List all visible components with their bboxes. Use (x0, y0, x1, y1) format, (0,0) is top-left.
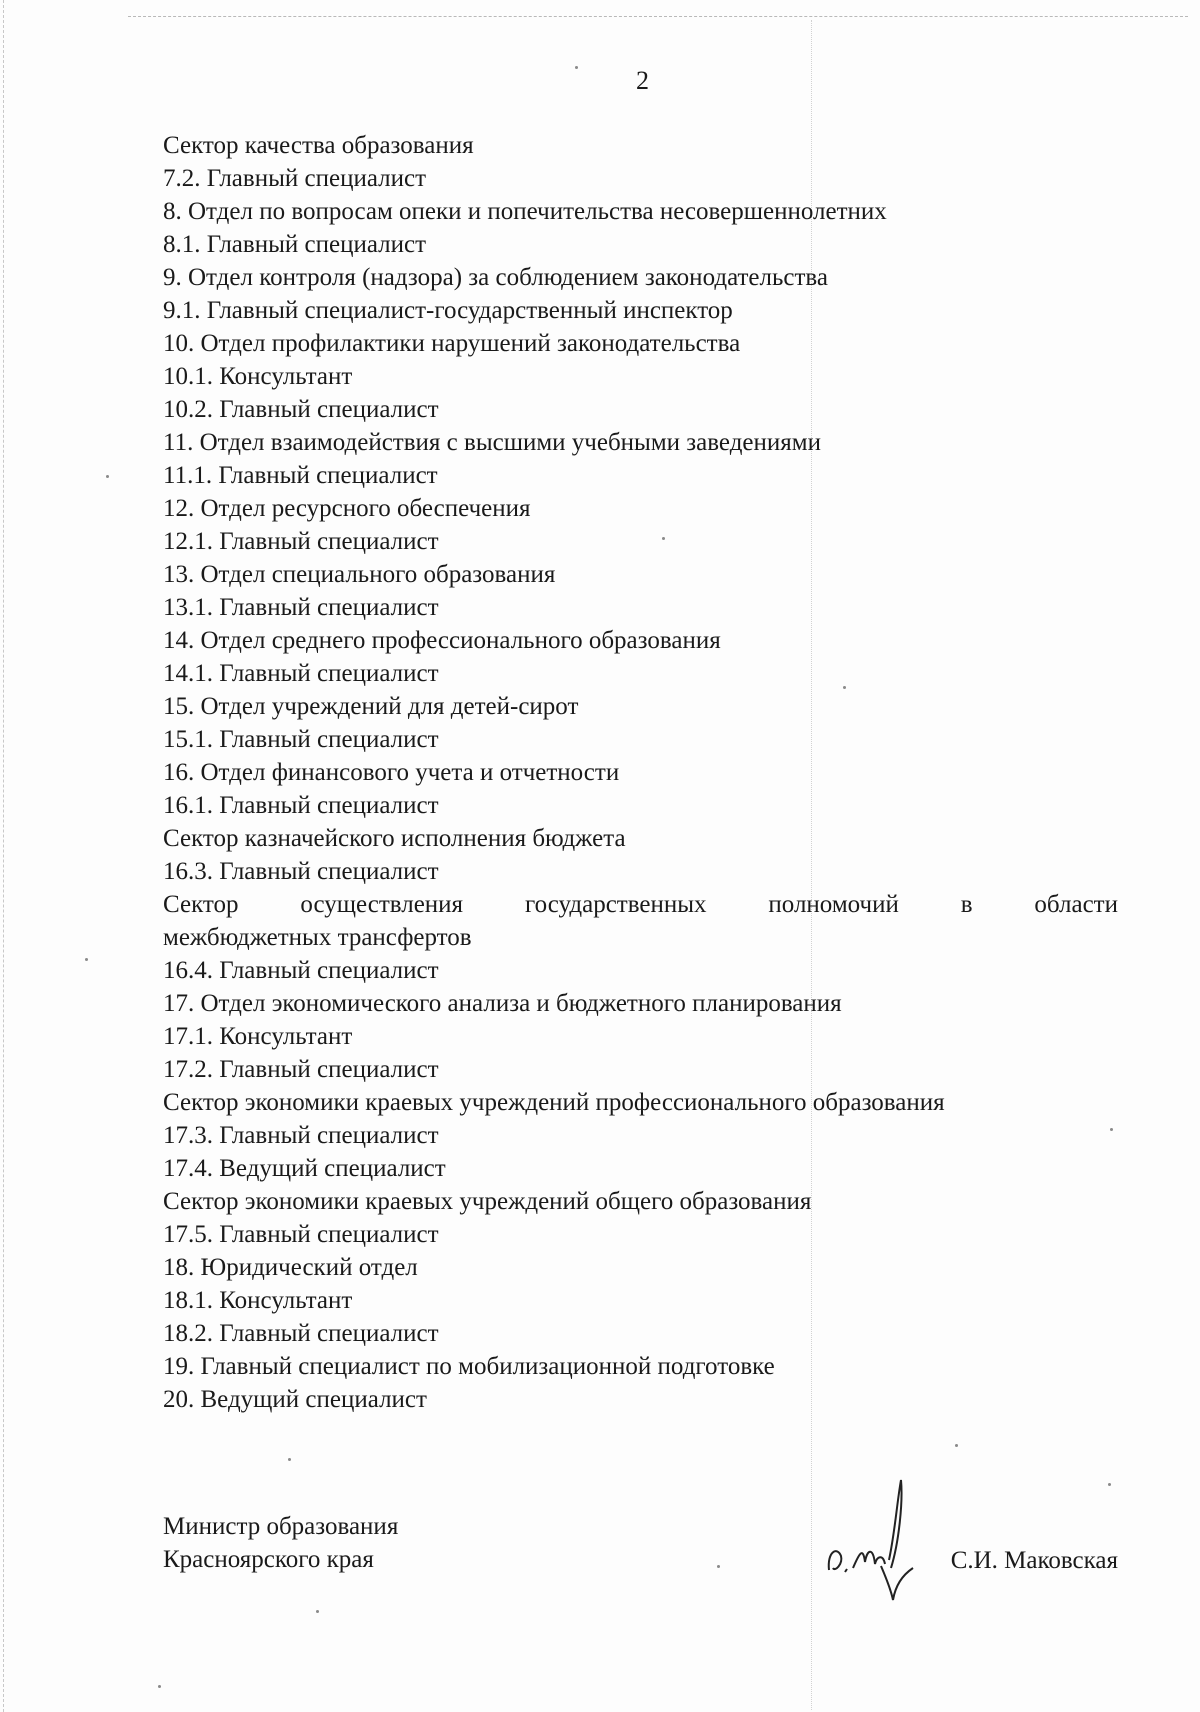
staff-list-item: 17.1. Консультант (163, 1023, 353, 1050)
staff-list-item: 17.3. Главный специалист (163, 1122, 439, 1149)
page-number: 2 (636, 66, 649, 95)
staff-list-item: 18. Юридический отдел (163, 1254, 418, 1281)
scan-speck (85, 958, 88, 961)
scan-left-edge (3, 0, 4, 1712)
staff-items-top (163, 129, 1118, 888)
sector-transfers-line1 (163, 888, 1118, 921)
staff-list-item: 15. Отдел учреждений для детей-сирот (163, 693, 579, 720)
staff-list-item: 12.1. Главный специалист (163, 528, 439, 555)
staff-list-item: 9. Отдел контроля (надзора) за соблюдением законодательства (163, 264, 829, 291)
staff-list-item: 20. Ведущий специалист (163, 1386, 427, 1413)
staff-list-item: Сектор экономики краевых учреждений профессионального образования (163, 1089, 945, 1116)
sector-transfers-word: Сектор (163, 891, 239, 918)
staff-list-item: 16.3. Главный специалист (163, 858, 439, 885)
staff-list-item: 14.1. Главный специалист (163, 660, 439, 687)
staff-list-item: 10.1. Консультант (163, 363, 353, 390)
staff-items-bottom (163, 954, 1118, 1416)
staff-list-item: Сектор качества образования (163, 132, 474, 159)
staff-list-item: 15.1. Главный специалист (163, 726, 439, 753)
signatory-title-line1: Министр образования (163, 1513, 399, 1540)
staff-list-item: 17.2. Главный специалист (163, 1056, 439, 1083)
staff-list-item: 18.2. Главный специалист (163, 1320, 439, 1347)
staff-list-item: 10. Отдел профилактики нарушений законодательства (163, 330, 741, 357)
sector-transfers-line2: межбюджетных трансфертов (163, 924, 472, 951)
staff-list-item: 13. Отдел специального образования (163, 561, 556, 588)
scan-speck (158, 1685, 161, 1688)
scan-speck (1108, 1483, 1111, 1486)
staff-list-item: 10.2. Главный специалист (163, 396, 439, 423)
handwritten-signature (823, 1472, 923, 1602)
staff-list-item: 11. Отдел взаимодействия с высшими учебными заведениями (163, 429, 821, 456)
sector-transfers-word: осуществления (300, 891, 464, 918)
staff-list-item: 17.4. Ведущий специалист (163, 1155, 446, 1182)
staff-list-item: 14. Отдел среднего профессионального образования (163, 627, 721, 654)
staff-list-item: 19. Главный специалист по мобилизационной подготовке (163, 1353, 775, 1380)
staff-list (163, 129, 1118, 1416)
sector-transfers-entry (163, 888, 1118, 954)
staff-list-item: 11.1. Главный специалист (163, 462, 438, 489)
staff-list-item: 13.1. Главный специалист (163, 594, 439, 621)
staff-list-item: 8.1. Главный специалист (163, 231, 427, 258)
staff-list-item: 7.2. Главный специалист (163, 165, 427, 192)
signature-block (163, 1510, 1118, 1630)
scan-speck (288, 1458, 291, 1461)
staff-list-item: Сектор экономики краевых учреждений общего образования (163, 1188, 812, 1215)
sector-transfers-word: полномочий (768, 891, 899, 918)
staff-list-item: 8. Отдел по вопросам опеки и попечительства несовершеннолетних (163, 198, 887, 225)
scan-speck (955, 1444, 958, 1447)
sector-transfers-word: области (1034, 891, 1118, 918)
sector-transfers-word: в (960, 891, 973, 918)
staff-list-item: 18.1. Консультант (163, 1287, 353, 1314)
staff-list-item: 16. Отдел финансового учета и отчетности (163, 759, 620, 786)
staff-list-item: 12. Отдел ресурсного обеспечения (163, 495, 531, 522)
signatory-title-line2: Красноярского края (163, 1546, 374, 1573)
sector-transfers-word: государственных (524, 891, 707, 918)
scan-edge-line (128, 16, 1188, 17)
staff-list-item: Сектор казначейского исполнения бюджета (163, 825, 626, 852)
staff-list-item: 17.5. Главный специалист (163, 1221, 439, 1248)
staff-list-item: 17. Отдел экономического анализа и бюджетного планирования (163, 990, 842, 1017)
staff-list-item: 16.4. Главный специалист (163, 957, 439, 984)
signatory-name: С.И. Маковская (950, 1547, 1118, 1574)
staff-list-item: 9.1. Главный специалист-государственный инспектор (163, 297, 733, 324)
staff-list-item: 16.1. Главный специалист (163, 792, 439, 819)
scan-speck (106, 475, 109, 478)
